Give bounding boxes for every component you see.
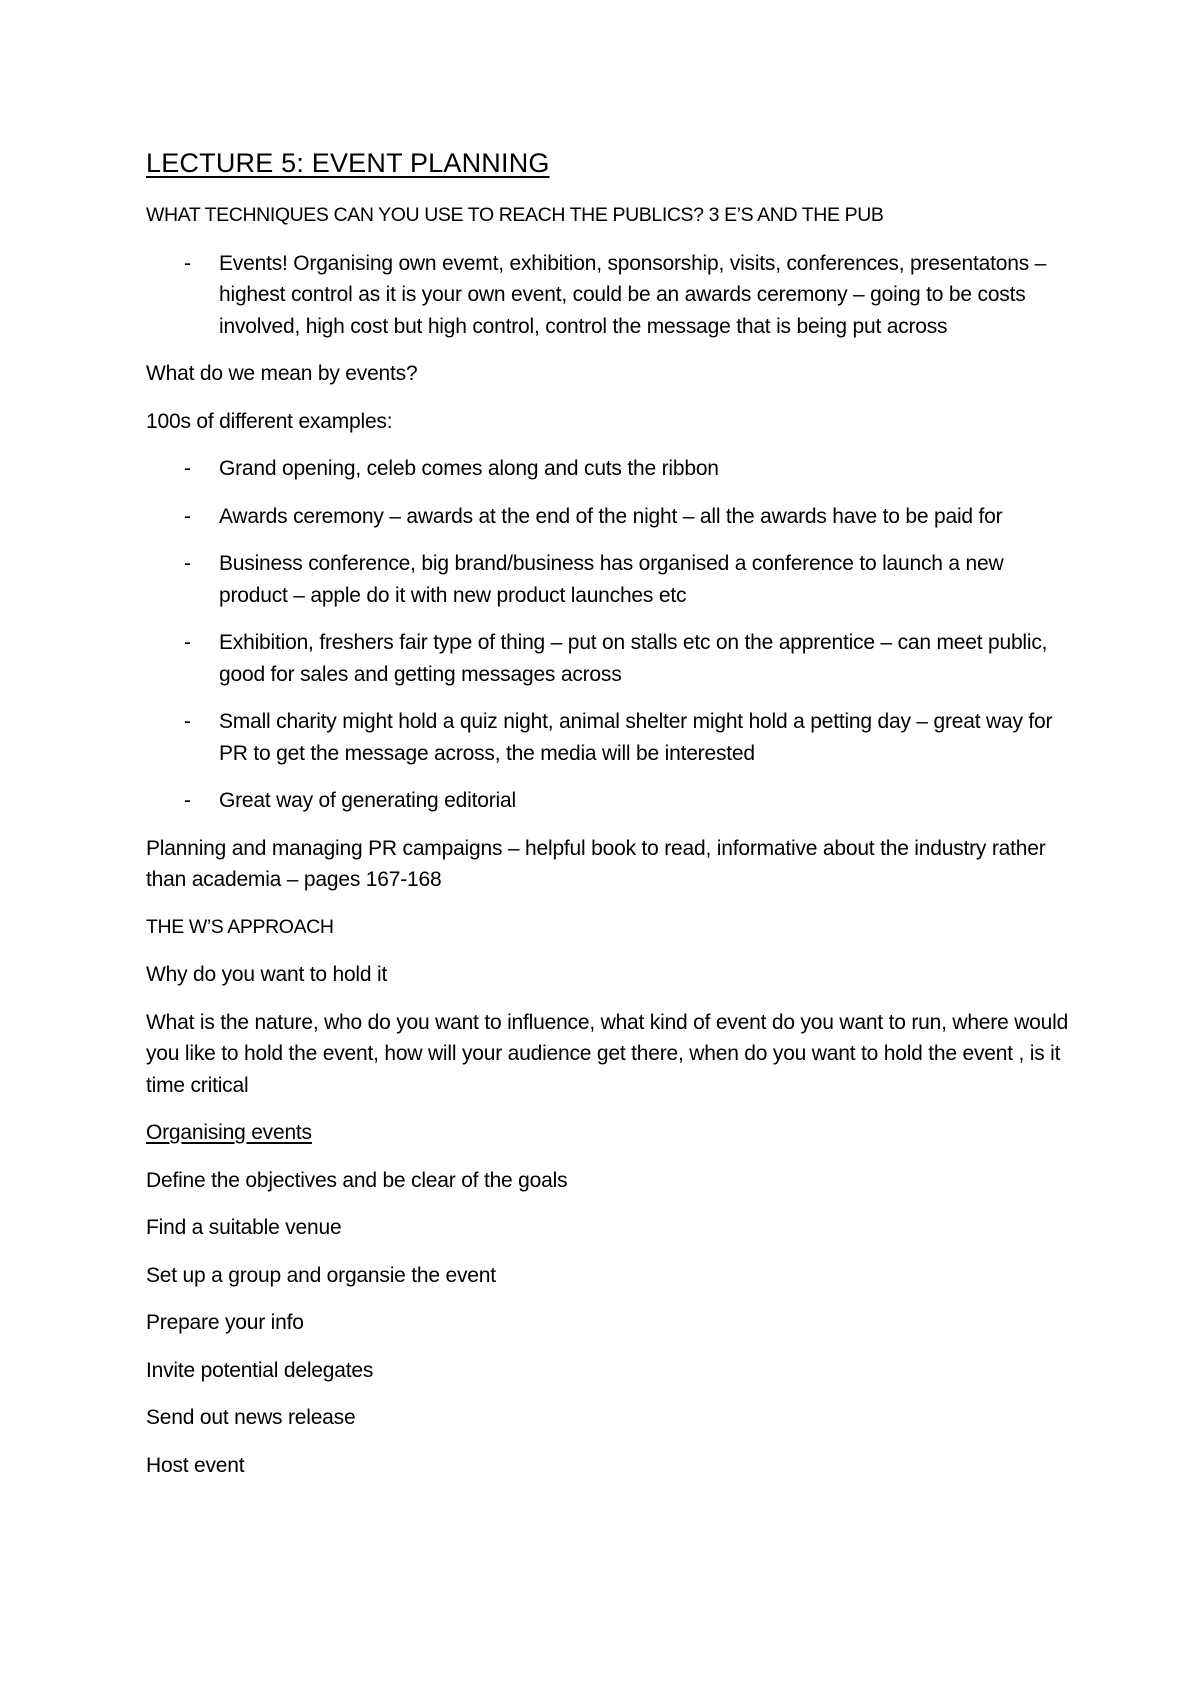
dash-marker: - bbox=[184, 789, 191, 812]
step-item: Host event bbox=[146, 1453, 245, 1477]
examples-list bbox=[146, 453, 1076, 817]
step-item: Find a suitable venue bbox=[146, 1216, 342, 1239]
step-item: Send out news release bbox=[146, 1406, 356, 1429]
step-item: Invite potential delegates bbox=[146, 1358, 374, 1382]
step-item: Prepare your info bbox=[146, 1311, 304, 1334]
dash-marker: - bbox=[184, 710, 191, 733]
examples-intro: 100s of different examples: bbox=[146, 409, 393, 433]
list-item bbox=[146, 627, 1076, 690]
list-item-events bbox=[146, 248, 1076, 343]
step-item: Set up a group and organsie the event bbox=[146, 1263, 496, 1287]
list-item bbox=[146, 548, 1076, 611]
techniques-heading: WHAT TECHNIQUES CAN YOU USE TO REACH THE PUBLICS? 3 E’S AND THE PUB bbox=[146, 204, 884, 226]
book-note: Planning and managing PR campaigns – helpful book to read, informative about the industry rather than academia – pages 167-168 bbox=[146, 836, 1046, 891]
page-title: LECTURE 5: EVENT PLANNING bbox=[146, 148, 550, 178]
dash-marker: - bbox=[184, 457, 191, 480]
list-item-text: Business conference, big brand/business has organised a conference to launch a new product – apple do it with new product launches etc bbox=[219, 552, 1004, 607]
list-item-text: Events! Organising own evemt, exhibition, sponsorship, visits, conferences, presentatons – highest control as it is your own event, could be an awards ceremony – going to be costs involved, high cost but high control, control the message that is being put across bbox=[219, 251, 1047, 338]
list-item bbox=[146, 453, 1076, 485]
dash-marker: - bbox=[184, 552, 191, 575]
why-line: Why do you want to hold it bbox=[146, 963, 388, 986]
dash-marker: - bbox=[184, 251, 191, 275]
document-page bbox=[146, 148, 1076, 1497]
techniques-list bbox=[146, 248, 1076, 343]
step-item: Define the objectives and be clear of the goals bbox=[146, 1168, 568, 1192]
dash-marker: - bbox=[184, 631, 191, 654]
ws-heading: THE W’S APPROACH bbox=[146, 915, 334, 938]
organising-heading: Organising events bbox=[146, 1121, 312, 1144]
list-item-text: Great way of generating editorial bbox=[219, 789, 516, 812]
list-item bbox=[146, 501, 1076, 533]
dash-marker: - bbox=[184, 504, 191, 528]
list-item-text: Small charity might hold a quiz night, animal shelter might hold a petting day – great way for PR to get the message across, the media will be interested bbox=[219, 710, 1053, 765]
list-item-text: Exhibition, freshers fair type of thing – put on stalls etc on the apprentice – can meet public, good for sales and getting messages across bbox=[219, 631, 1048, 686]
question-events: What do we mean by events? bbox=[146, 362, 418, 385]
list-item-text: Grand opening, celeb comes along and cuts the ribbon bbox=[219, 457, 719, 480]
list-item bbox=[146, 706, 1076, 769]
list-item-text: Awards ceremony – awards at the end of the night – all the awards have to be paid for bbox=[219, 504, 1003, 528]
list-item bbox=[146, 785, 1076, 817]
what-line: What is the nature, who do you want to influence, what kind of event do you want to run, where would you like to hold the event, how will your audience get there, when do you want to hold the event , is it time critical bbox=[146, 1010, 1069, 1097]
